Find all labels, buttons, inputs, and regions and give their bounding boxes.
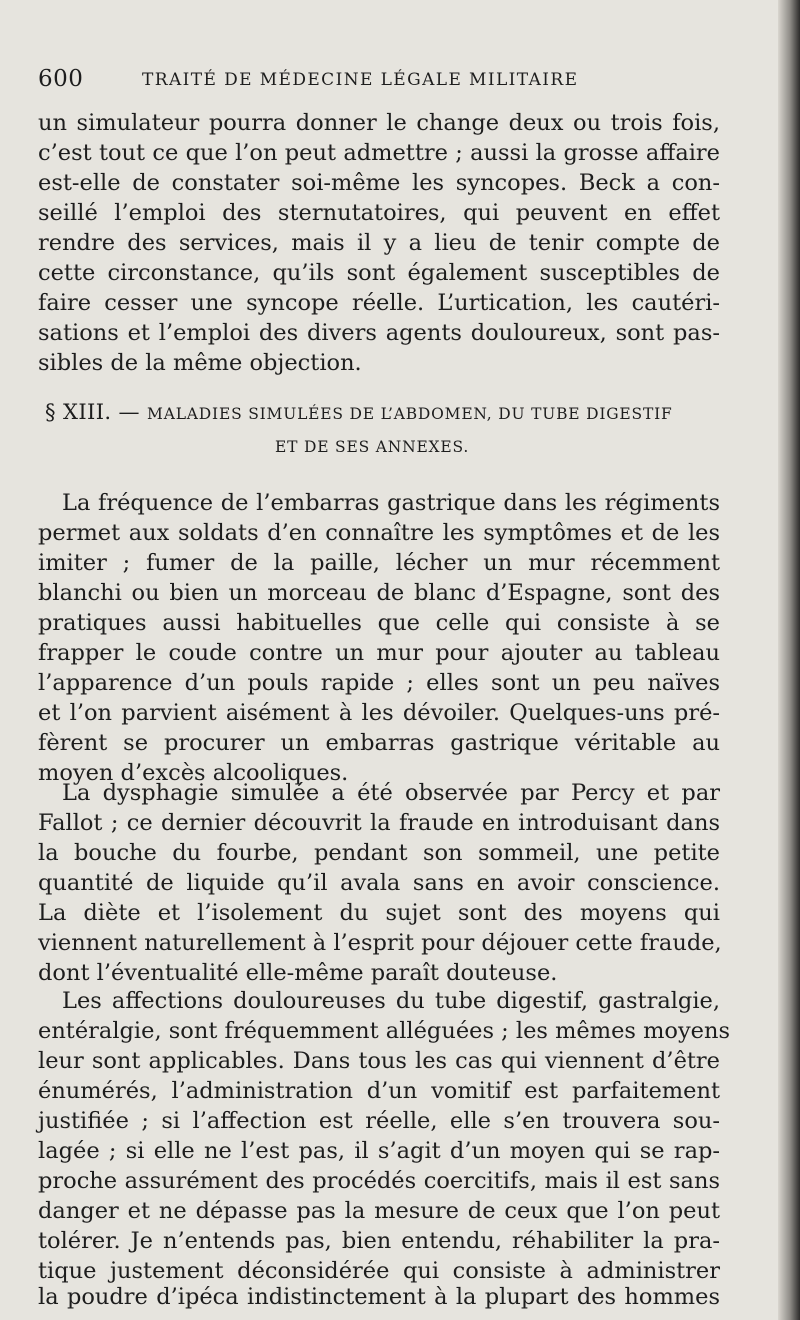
text-line: frapper le coude contre un mur pour ajouter au tableau [38, 640, 720, 666]
text-line: Fallot ; ce dernier découvrit la fraude en introduisant dans [38, 810, 720, 836]
text-line: pratiques aussi habituelles que celle qui consiste à se [38, 610, 720, 636]
text-line: et l’on parvient aisément à les dévoiler. Quelques-uns pré- [38, 700, 720, 726]
text-line: moyen d’excès alcooliques. [38, 760, 349, 786]
section-heading [45, 400, 673, 424]
text-line: viennent naturellement à l’esprit pour déjouer cette fraude, [38, 930, 722, 956]
text-line: rendre des services, mais il y a lieu de tenir compte de [38, 230, 720, 256]
text-line: lagée ; si elle ne l’est pas, il s’agit d’un moyen qui se rap- [38, 1138, 720, 1164]
text-line: tolérer. Je n’entends pas, bien entendu, réhabiliter la pra- [38, 1228, 720, 1254]
text-line: leur sont applicables. Dans tous les cas qui viennent d’être [38, 1048, 720, 1074]
text-line: un simulateur pourra donner le change deux ou trois fois, [38, 110, 720, 136]
text-line: justifiée ; si l’affection est réelle, elle s’en trouvera sou- [38, 1108, 720, 1134]
text-line: la poudre d’ipéca indistinctement à la plupart des hommes [38, 1284, 720, 1310]
text-line: blanchi ou bien un morceau de blanc d’Espagne, sont des [38, 580, 720, 606]
page-number: 600 [38, 66, 84, 92]
section-title-continued: ET DE SES ANNEXES. [275, 438, 470, 456]
text-line: seillé l’emploi des sternutatoires, qui peuvent en effet [38, 200, 720, 226]
text-line: tique justement déconsidérée qui consiste à administrer [38, 1258, 720, 1284]
text-line: proche assurément des procédés coercitifs, mais il est sans [38, 1168, 720, 1194]
text-line: fèrent se procurer un embarras gastrique véritable au [38, 730, 720, 756]
text-line: La diète et l’isolement du sujet sont des moyens qui [38, 900, 720, 926]
page-header [38, 66, 738, 96]
text-line: Les affections douloureuses du tube digestif, gastralgie, [62, 988, 720, 1014]
text-line: cette circonstance, qu’ils sont également susceptibles de [38, 260, 720, 286]
text-line: dont l’éventualité elle-même paraît douteuse. [38, 960, 558, 986]
text-line: permet aux soldats d’en connaître les symptômes et de les [38, 520, 720, 546]
section-title: MALADIES SIMULÉES DE L’ABDOMEN, DU TUBE DIGESTIF [147, 405, 673, 423]
running-title: TRAITÉ DE MÉDECINE LÉGALE MILITAIRE [142, 70, 579, 90]
text-line: énumérés, l’administration d’un vomitif est parfaitement [38, 1078, 720, 1104]
text-line: sations et l’emploi des divers agents douloureux, sont pas- [38, 320, 720, 346]
text-line: sibles de la même objection. [38, 350, 362, 376]
text-line: l’apparence d’un pouls rapide ; elles sont un peu naïves [38, 670, 720, 696]
section-number: § XIII. — [45, 400, 140, 424]
book-spine-shadow [778, 0, 800, 1320]
text-line: est-elle de constater soi-même les syncopes. Beck a con- [38, 170, 720, 196]
text-line: imiter ; fumer de la paille, lécher un mur récemment [38, 550, 720, 576]
text-line: La fréquence de l’embarras gastrique dans les régiments [62, 490, 720, 516]
text-line: entéralgie, sont fréquemment alléguées ; les mêmes moyens [38, 1018, 731, 1044]
text-line: La dysphagie simulée a été observée par Percy et par [62, 780, 720, 806]
text-line: la bouche du fourbe, pendant son sommeil, une petite [38, 840, 720, 866]
text-line: faire cesser une syncope réelle. L’urtication, les cautéri- [38, 290, 720, 316]
text-line: quantité de liquide qu’il avala sans en avoir conscience. [38, 870, 720, 896]
text-line: danger et ne dépasse pas la mesure de ceux que l’on peut [38, 1198, 720, 1224]
text-line: c’est tout ce que l’on peut admettre ; aussi la grosse affaire [38, 140, 720, 166]
